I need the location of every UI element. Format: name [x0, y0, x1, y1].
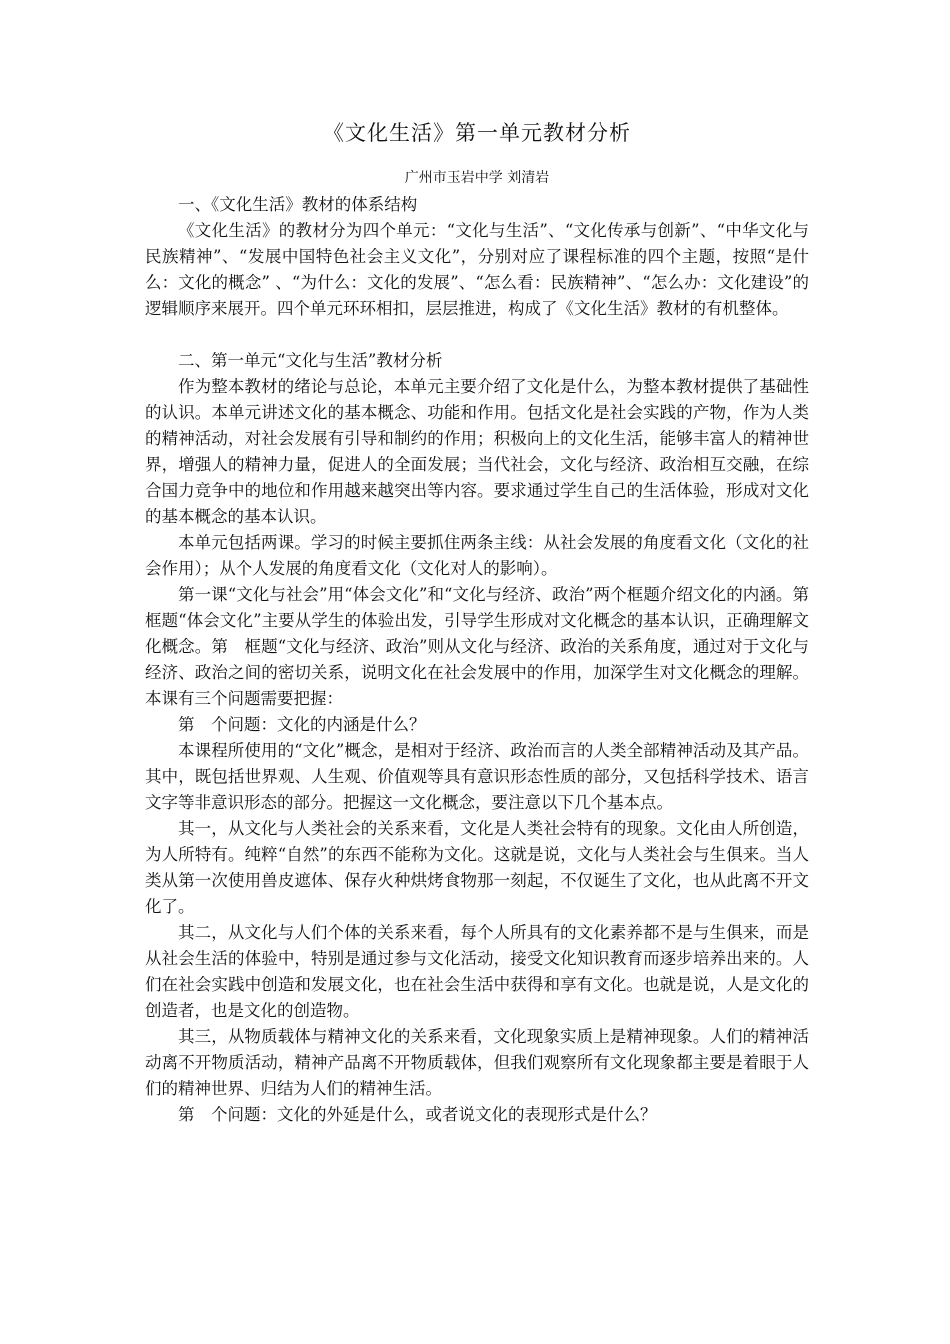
section-2-paragraph: 本课程所使用的“文化”概念，是相对于经济、政治而言的人类全部精神活动及其产品。其中，既包括世界观、人生观、价值观等具有意识形态性质的部分，又包括科学技术、语言文字等非意识形态的部分。把握这一文化概念，要注意以下几个基本点。	[145, 741, 809, 812]
section-2-paragraph: 作为整本教材的绪论与总论，本单元主要介绍了文化是什么，为整本教材提供了基础性的认识。本单元讲述文化的基本概念、功能和作用。包括文化是社会实践的产物，作为人类的精神活动，对社会发展有引导和制约的作用；积极向上的文化生活，能够丰富人的精神世界，增强人的精神力量，促进人的全面发展；当代社会，文化与经济、政治相互交融，在综合国力竞争中的地位和作用越来越突出等内容。要求通过学生自己的生活体验，形成对文化的基本概念的基本认识。	[145, 377, 809, 526]
section-1-heading: 一、《文化生活》教材的体系结构	[178, 195, 418, 214]
section-spacer	[145, 322, 809, 348]
question-heading: 第 个问题：文化的外延是什么，或者说文化的表现形式是什么？	[178, 1105, 657, 1124]
section-1-paragraph: 《文化生活》的教材分为四个单元：“文化与生活”、“文化传承与创新”、“中华文化与民族精神”、“发展中国特色社会主义文化”，分别对应了课程标准的四个主题，按照“是什么：文化的概念” 、“为什么：文化的发展”、“怎么看：民族精神”、“怎么办：文化建设”的逻辑顺序来展开。四个单元环环相扣，层层推进，构成了《文化生活》教材的有机整体。	[145, 221, 809, 318]
document-page	[145, 118, 826, 1128]
section-2-paragraph: 其一，从文化与人类社会的关系来看，文化是人类社会特有的现象。文化由人所创造，为人所特有。纯粹“自然”的东西不能称为文化。这就是说，文化与人类社会与生俱来。当人类从第一次使用兽皮遮体、保存火种烘烤食物那一刻起，不仅诞生了文化，也从此离不开文化了。	[145, 819, 809, 916]
document-author: 广州市玉岩中学 刘清岩	[404, 170, 550, 186]
section-2-paragraph: 其二，从文化与人们个体的关系来看，每个人所具有的文化素养都不是与生俱来，而是从社会生活的体验中，特别是通过参与文化活动，接受文化知识教育而逐步培养出来的。人们在社会实践中创造和发展文化，也在社会生活中获得和享有文化。也就是说，人是文化的创造者，也是文化的创造物。	[145, 923, 809, 1020]
document-title: 《文化生活》第一单元教材分析	[323, 121, 631, 145]
section-2-paragraph: 第一课“文化与社会”用“体会文化”和“文化与经济、政治”两个框题介绍文化的内涵。第 框题“体会文化”主要从学生的体验出发，引导学生形成对文化概念的基本认识，正确理解文化概念。第 框题“文化与经济、政治”则从文化与经济、政治的关系角度，通过对于文化与经济、政治之间的密切关系，说明文化在社会发展中的作用，加深学生对文化概念的理解。本课有三个问题需要把握：	[145, 585, 826, 708]
question-heading: 第 个问题：文化的内涵是什么？	[178, 715, 426, 734]
section-2-paragraph: 其三，从物质载体与精神文化的关系来看，文化现象实质上是精神现象。人们的精神活动离不开物质活动，精神产品离不开物质载体，但我们观察所有文化现象都主要是着眼于人们的精神世界、归结为人们的精神生活。	[145, 1027, 809, 1098]
section-2-paragraph: 本单元包括两课。学习的时候主要抓住两条主线：从社会发展的角度看文化（文化的社会作用）；从个人发展的角度看文化（文化对人的影响）。	[145, 533, 809, 578]
section-2-heading: 二、第一单元“文化与生活”教材分析	[178, 351, 443, 370]
